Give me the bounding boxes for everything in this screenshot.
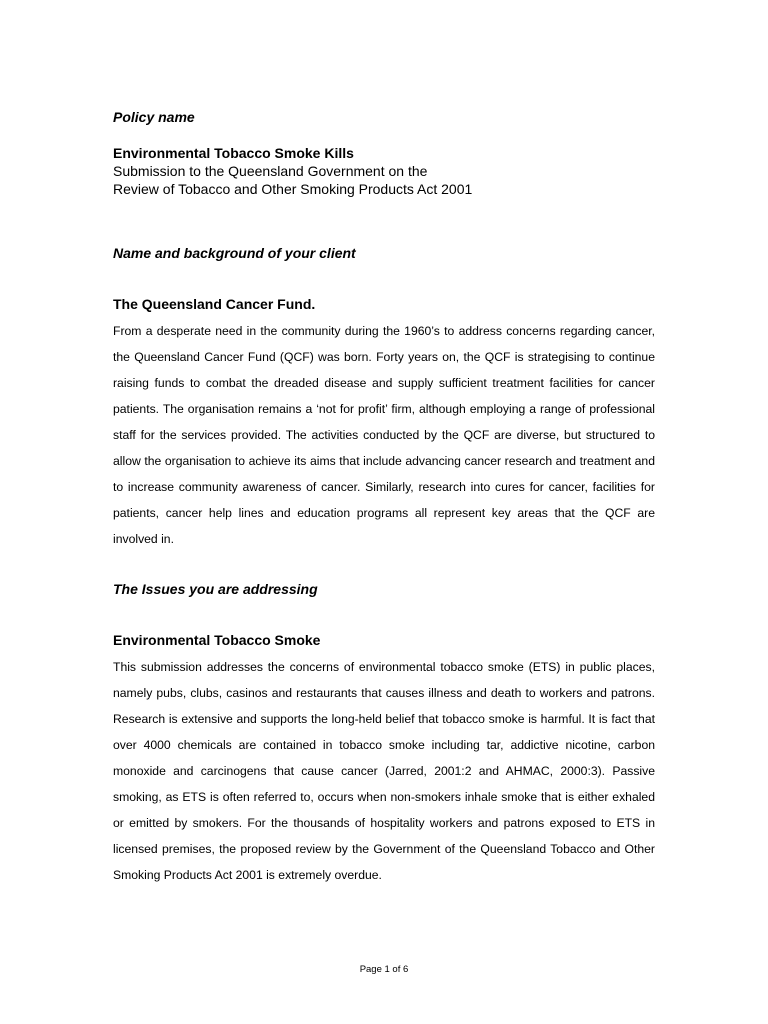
client-paragraph: From a desperate need in the community during the 1960’s to address concerns regarding cancer, the Queensland Cancer Fund (QCF) was born. Forty years on, the QCF is strategising to continue raising funds to combat the dreaded disease and supply sufficient treatment facilities for cancer patients. The organisation remains a ‘not for profit’ firm, although employing a range of professional staff for the services provided. The activities conducted by the QCF are diverse, but structured to allow the organisation to achieve its aims that include advancing cancer research and treatment and to increase community awareness of cancer. Similarly, research into cures for cancer, facilities for patients, cancer help lines and education programs all represent key areas that the QCF are involved in.	[113, 324, 655, 546]
policy-subtitle-line-1: Submission to the Queensland Government on the	[113, 163, 428, 179]
policy-name-heading: Policy name	[113, 109, 195, 125]
page-number: Page 1 of 6	[359, 964, 409, 975]
issues-topic: Environmental Tobacco Smoke	[113, 632, 321, 648]
client-org-name: The Queensland Cancer Fund.	[113, 296, 316, 312]
issues-paragraph: This submission addresses the concerns of environmental tobacco smoke (ETS) in public places, namely pubs, clubs, casinos and restaurants that causes illness and death to workers and patrons. Research is extensive and supports the long-held belief that tobacco smoke is harmful. It is fact that over 4000 chemicals are contained in tobacco smoke including tar, addictive nicotine, carbon monoxide and carcinogens that cause cancer (Jarred, 2001:2 and AHMAC, 2000:3). Passive smoking, as ETS is often referred to, occurs when non-smokers inhale smoke that is either exhaled or emitted by smokers. For the thousands of hospitality workers and patrons exposed to ETS in licensed premises, the proposed review by the Government of the Queensland Tobacco and Other Smoking Products Act 2001 is extremely overdue.	[113, 660, 655, 882]
client-heading: Name and background of your client	[113, 245, 356, 261]
policy-title: Environmental Tobacco Smoke Kills	[113, 145, 354, 161]
issues-heading: The Issues you are addressing	[113, 581, 318, 597]
policy-subtitle-line-2: Review of Tobacco and Other Smoking Products Act 2001	[113, 181, 473, 197]
